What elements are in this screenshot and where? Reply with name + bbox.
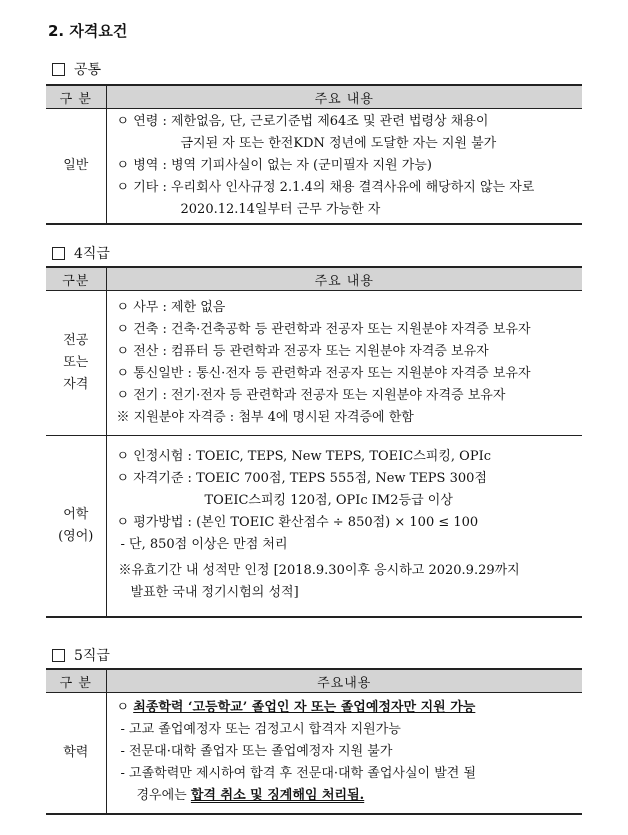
penalty-emphasis: 합격 취소 및 징계해임 처리됨. bbox=[190, 788, 365, 803]
line-validity-cont: 발표한 국내 정기시험의 성적] bbox=[130, 585, 299, 600]
grade4-table bbox=[46, 266, 582, 618]
checkbox-square-icon bbox=[52, 649, 65, 662]
language-content bbox=[106, 436, 582, 618]
section-heading-label: 5직급 bbox=[74, 648, 110, 664]
line-penalty: - 고졸학력만 제시하여 합격 후 전문대·대학 졸업사실이 발견 될 bbox=[120, 766, 477, 781]
common-table bbox=[46, 84, 582, 225]
checkbox-square-icon bbox=[52, 63, 65, 76]
header-content: 주요 내용 bbox=[106, 85, 582, 109]
line-military: ㅇ 병역 : 병역 기피사실이 없는 자 (군미필자 지원 가능) bbox=[116, 158, 432, 173]
header-category: 구 분 bbox=[46, 85, 106, 109]
grade5-table bbox=[46, 668, 582, 815]
header-content: 주요내용 bbox=[106, 669, 582, 693]
page-title: 2. 자격요건 bbox=[48, 22, 128, 40]
line-age-cont: 금지된 자 또는 한전KDN 정년에 도달한 자는 지원 불가 bbox=[180, 136, 497, 151]
label-line: 전공 bbox=[63, 333, 89, 348]
row-label-general: 일반 bbox=[46, 109, 106, 225]
line-other: ㅇ 기타 : 우리회사 인사규정 2.1.4의 채용 결격사유에 해당하지 않는 자로 bbox=[116, 180, 535, 195]
penalty-prefix: 경우에는 bbox=[136, 788, 191, 803]
line-criteria-cont: TOEIC스피킹 120점, OPIc IM2등급 이상 bbox=[204, 493, 453, 508]
section-heading-common bbox=[52, 59, 101, 79]
line-validity: ※유효기간 내 성적만 인정 [2018.9.30이후 응시하고 2020.9.29까지 bbox=[118, 563, 520, 578]
line-electric: ㅇ 전기 : 전기·전자 등 관련학과 전공자 또는 지원분야 자격증 보유자 bbox=[116, 388, 506, 403]
line-college-excluded: - 전문대·대학 졸업자 또는 졸업예정자 지원 불가 bbox=[120, 744, 393, 759]
section-heading-grade5 bbox=[52, 645, 110, 665]
row-label-major bbox=[46, 291, 106, 436]
line-computing: ㅇ 전산 : 컴퓨터 등 관련학과 전공자 또는 지원분야 자격증 보유자 bbox=[116, 344, 489, 359]
label-line: 또는 bbox=[63, 355, 89, 370]
line-cert-note: ※ 지원분야 자격증 : 첨부 4에 명시된 자격증에 한함 bbox=[116, 410, 414, 425]
checkbox-square-icon bbox=[52, 247, 65, 260]
line-evaluation: ㅇ 평가방법 : (본인 TOEIC 환산점수 ÷ 850점) × 100 ≤ 100 bbox=[116, 515, 479, 530]
section-heading-label: 4직급 bbox=[74, 246, 110, 262]
bullet-prefix: ㅇ bbox=[116, 700, 134, 715]
line-office: ㅇ 사무 : 제한 없음 bbox=[116, 300, 226, 315]
line-criteria: ㅇ 자격기준 : TOEIC 700점, TEPS 555점, New TEPS 300점 bbox=[116, 471, 487, 486]
line-hs-expected: - 고교 졸업예정자 또는 검정고시 합격자 지원가능 bbox=[120, 722, 401, 737]
line-accepted-tests: ㅇ 인정시험 : TOEIC, TEPS, New TEPS, TOEIC스피킹, OPIc bbox=[116, 449, 491, 464]
line-full-score: - 단, 850점 이상은 만점 처리 bbox=[120, 537, 288, 552]
header-content: 주요 내용 bbox=[106, 267, 582, 291]
line-age: ㅇ 연령 : 제한없음, 단, 근로기준법 제64조 및 관련 법령상 채용이 bbox=[116, 114, 489, 129]
label-line: 자격 bbox=[63, 377, 89, 392]
line-other-cont: 2020.12.14일부터 근무 가능한 자 bbox=[180, 202, 381, 217]
row-label-education: 학력 bbox=[46, 693, 106, 815]
section-heading-label: 공통 bbox=[74, 62, 102, 78]
label-line: (영어) bbox=[58, 529, 94, 544]
major-content bbox=[106, 291, 582, 436]
line-telecom: ㅇ 통신일반 : 통신·전자 등 관련학과 전공자 또는 지원분야 자격증 보유자 bbox=[116, 366, 531, 381]
common-content bbox=[106, 109, 582, 225]
label-line: 어학 bbox=[63, 507, 89, 522]
row-label-language bbox=[46, 436, 106, 618]
line-education-requirement bbox=[107, 697, 583, 719]
section-heading-grade4 bbox=[52, 243, 110, 263]
line-architecture: ㅇ 건축 : 건축·건축공학 등 관련학과 전공자 또는 지원분야 자격증 보유자 bbox=[116, 322, 531, 337]
line-penalty-cont bbox=[107, 785, 583, 807]
header-category: 구분 bbox=[46, 267, 106, 291]
education-emphasis: 최종학력 ‘고등학교’ 졸업인 자 또는 졸업예정자만 지원 가능 bbox=[133, 700, 476, 715]
header-category: 구 분 bbox=[46, 669, 106, 693]
education-content bbox=[106, 693, 582, 815]
